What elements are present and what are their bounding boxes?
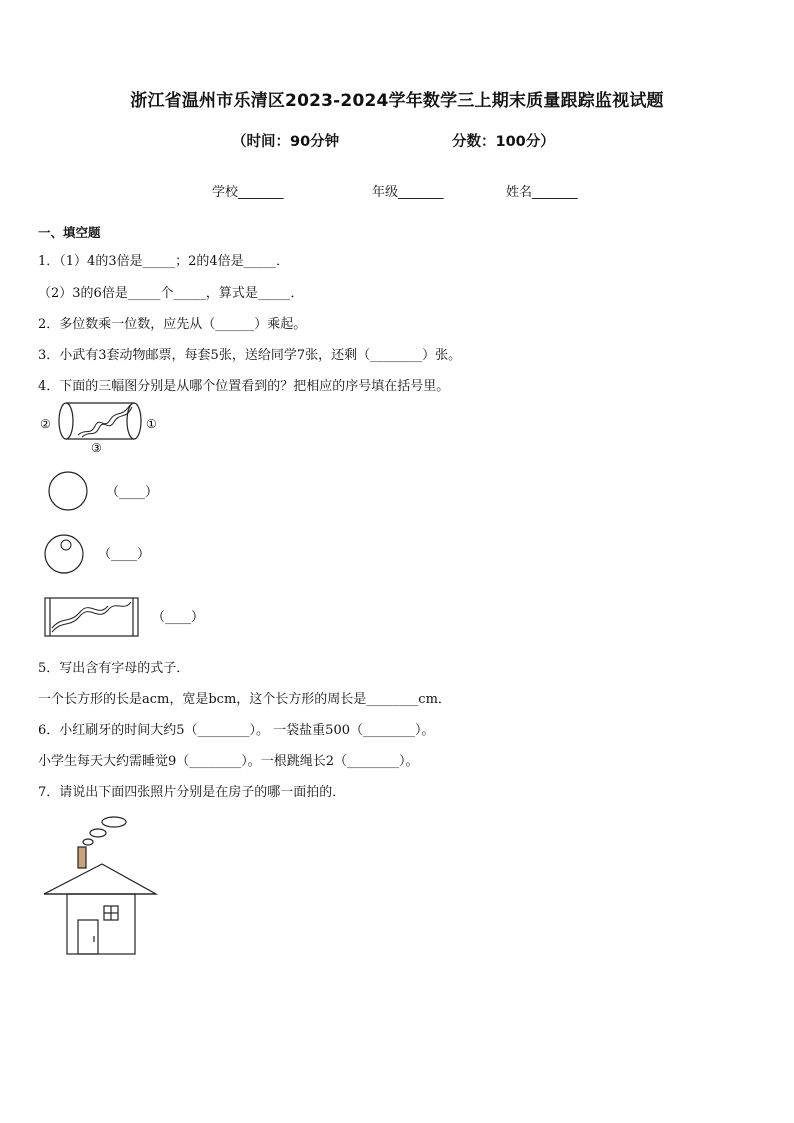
exam-time: （时间：90分钟: [232, 134, 340, 150]
cylinder-drawing: [59, 403, 141, 439]
small-circle-shape: [61, 540, 71, 550]
position-1-label: ①: [146, 417, 157, 431]
question-3: 3．小武有3套动物邮票，每套5张，送给同学7张，还剩（________）张。: [38, 348, 462, 363]
answer-blank-1: （____）: [106, 485, 159, 500]
position-3-label: ③: [91, 441, 102, 455]
circle-view-shape: [49, 472, 87, 510]
school-field: 学校_______: [212, 185, 284, 200]
page-title: 浙江省温州市乐清区2023-2024学年数学三上期末质量跟踪监视试题: [130, 91, 664, 111]
question-1a: 1．（1）4的3倍是_____；2的4倍是_____．: [38, 254, 290, 269]
question-5-detail: 一个长方形的长是acm，宽是bcm，这个长方形的周长是________cm．: [38, 692, 451, 707]
grade-field: 年级_______: [372, 185, 444, 200]
question-7: 7．请说出下面四张照片分别是在房子的哪一面拍的．: [38, 785, 346, 800]
question-6: 6．小红刷牙的时间大约5（________）。 一袋盐重500（________）。: [38, 723, 435, 738]
position-2-label: ②: [40, 417, 51, 431]
question-1b: （2）3的6倍是_____个_____，算式是_____．: [38, 286, 304, 301]
name-field: 姓名_______: [506, 185, 578, 200]
question-6-part2: 小学生每天大约需睡觉9（________）。一根跳绳长2（________）。: [38, 754, 419, 769]
question-5: 5．写出含有字母的式子．: [38, 661, 190, 676]
rectangle-view-shape: [45, 598, 138, 636]
section-title: 一、填空题: [38, 225, 101, 240]
house-drawing: [44, 817, 156, 954]
answer-blank-3: （____）: [152, 610, 205, 625]
question-4: 4．下面的三幅图分别是从哪个位置看到的？把相应的序号填在括号里。: [38, 379, 450, 394]
exam-score: 分数：100分）: [452, 134, 555, 150]
answer-blank-2: （____）: [98, 547, 151, 562]
question-2: 2．多位数乘一位数，应先从（______）乘起。: [38, 317, 307, 332]
